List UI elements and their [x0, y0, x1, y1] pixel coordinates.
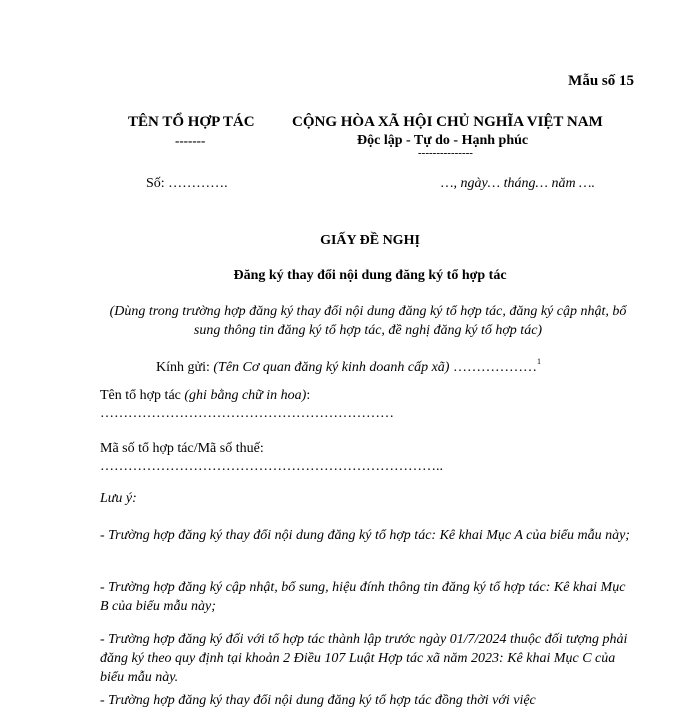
org-divider: -------	[175, 133, 206, 148]
org-code-field-label: Mã số tổ hợp tác/Mã số thuế:	[100, 441, 264, 456]
note-section-d: - Trường hợp đăng ký thay đổi nội dung đăng ký tổ hợp tác đồng thời với việc	[100, 693, 536, 708]
motto: Độc lập - Tự do - Hạnh phúc	[357, 133, 529, 148]
note-section-c: - Trường hợp đăng ký đối với tổ hợp tác thành lập trước ngày 01/7/2024 thuộc đối tượng phải đăng ký theo quy định tại khoản 2 Điều 107 Luật Hợp tác xã năm 2023: Kê khai Mục C của biểu mẫu này.	[100, 632, 628, 685]
usage-note: (Dùng trong trường hợp đăng ký thay đổi nội dung đăng ký tổ hợp tác, đăng ký cập nhật, bổ sung thông tin đăng ký tổ hợp tác, đề nghị đăng ký tổ hợp tác)	[109, 304, 627, 338]
addressee	[156, 357, 541, 376]
org-code-fill-line: ………………………………………………………………..	[100, 459, 443, 474]
footnote-marker: 1	[536, 357, 541, 366]
addressee-dots: ………………	[449, 360, 537, 375]
doc-number: Số: ………….	[146, 176, 228, 191]
org-name-field-label	[100, 388, 310, 404]
country-name: CỘNG HÒA XÃ HỘI CHỦ NGHĨA VIỆT NAM	[292, 114, 603, 130]
org-name-hint: (ghi bằng chữ in hoa)	[184, 388, 307, 403]
org-name-label-text: Tên tổ hợp tác	[100, 388, 185, 403]
addressee-placeholder: (Tên Cơ quan đăng ký kinh doanh cấp xã)	[213, 360, 450, 375]
addressee-label: Kính gửi:	[156, 360, 214, 375]
notes-label: Lưu ý:	[100, 491, 137, 506]
org-name-fill-line: ………………………………………………………	[100, 406, 394, 421]
date-line: …, ngày… tháng… năm ….	[441, 176, 596, 191]
note-section-a: - Trường hợp đăng ký thay đổi nội dung đăng ký tổ hợp tác: Kê khai Mục A của biểu mẫu này;	[100, 528, 630, 543]
org-name-colon: :	[306, 388, 311, 403]
motto-divider: ---------------	[418, 147, 473, 159]
doc-subtitle: Đăng ký thay đổi nội dung đăng ký tổ hợp tác	[233, 268, 507, 283]
note-section-b: - Trường hợp đăng ký cập nhật, bổ sung, hiệu đính thông tin đăng ký tổ hợp tác: Kê khai Mục B của biểu mẫu này;	[100, 580, 626, 614]
form-number: Mẫu số 15	[568, 73, 634, 89]
org-name-header: TÊN TỔ HỢP TÁC	[128, 114, 255, 130]
doc-title: GIẤY ĐỀ NGHỊ	[320, 233, 420, 248]
